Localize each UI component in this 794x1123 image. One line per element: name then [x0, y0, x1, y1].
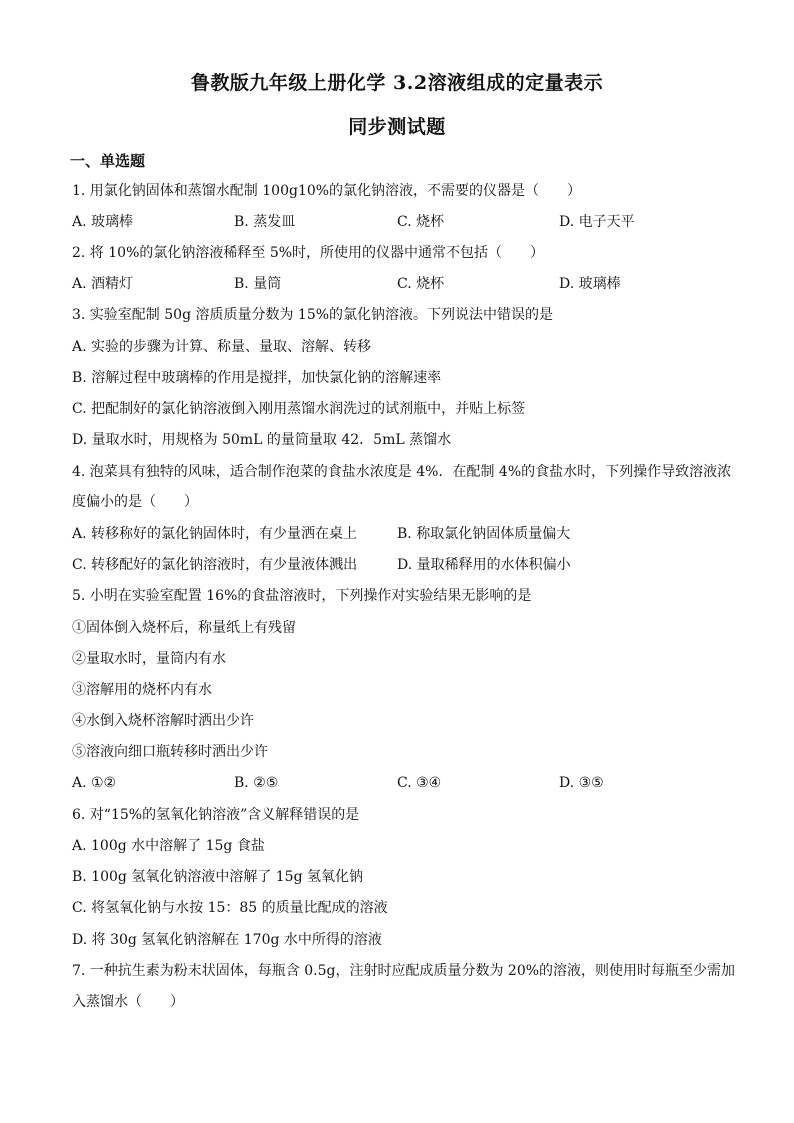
question-5-item-5: ⑤溶液向细口瓶转移时洒出少许 [72, 744, 268, 760]
question-2-option-c: C. 烧杯 [397, 276, 445, 292]
question-5-option-d: D. ③⑤ [559, 775, 604, 791]
question-4-stem-cont: 度偏小的是（ ） [72, 494, 198, 510]
question-6-option-a: A. 100g 水中溶解了 15g 食盐 [72, 838, 265, 854]
question-2-option-b: B. 量筒 [234, 276, 282, 292]
question-5-option-a: A. ①② [72, 775, 117, 791]
question-7-stem-cont: 入蒸馏水（ ） [72, 994, 184, 1010]
question-3-option-b: B. 溶解过程中玻璃棒的作用是搅拌，加快氯化钠的溶解速率 [72, 370, 442, 386]
question-2-stem: 2. 将 10%的氯化钠溶液稀释至 5%时，所使用的仪器中通常不包括（ ） [72, 245, 545, 261]
question-1-option-c: C. 烧杯 [397, 214, 445, 230]
question-5-item-4: ④水倒入烧杯溶解时洒出少许 [72, 713, 254, 729]
question-3-option-a: A. 实验的步骤为计算、称量、量取、溶解、转移 [72, 339, 372, 355]
question-5-option-c: C. ③④ [397, 775, 442, 791]
question-1-option-d: D. 电子天平 [559, 214, 635, 230]
question-5-item-3: ③溶解用的烧杯内有水 [72, 682, 212, 698]
question-4-option-a: A. 转移称好的氯化钠固体时，有少量洒在桌上 [72, 526, 358, 542]
question-2-option-a: A. 酒精灯 [72, 276, 134, 292]
question-3-option-d: D. 量取水时，用规格为 50mL 的量筒量取 42．5mL 蒸馏水 [72, 432, 452, 448]
question-4-stem: 4. 泡菜具有独特的风味，适合制作泡菜的食盐水浓度是 4%．在配制 4%的食盐水时，下列操作导致溶液浓 [72, 464, 732, 480]
question-2-option-d: D. 玻璃棒 [559, 276, 621, 292]
question-6-option-c: C. 将氢氧化钠与水按 15：85 的质量比配成的溶液 [72, 900, 388, 916]
question-5-stem: 5. 小明在实验室配置 16%的食盐溶液时，下列操作对实验结果无影响的是 [72, 588, 532, 604]
question-1-option-a: A. 玻璃棒 [72, 214, 134, 230]
question-4-option-c: C. 转移配好的氯化钠溶液时，有少量液体溅出 [72, 557, 358, 573]
question-5-item-2: ②量取水时，量筒内有水 [72, 651, 226, 667]
section-heading: 一、单选题 [70, 152, 146, 170]
question-1-option-b: B. 蒸发皿 [234, 214, 296, 230]
question-6-option-d: D. 将 30g 氢氧化钠溶解在 170g 水中所得的溶液 [72, 932, 382, 948]
question-7-stem: 7. 一种抗生素为粉末状固体，每瓶含 0.5g，注射时应配成质量分数为 20%的溶液，则使用时每瓶至少需加 [72, 963, 736, 979]
question-4-option-b: B. 称取氯化钠固体质量偏大 [397, 526, 571, 542]
question-6-stem: 6. 对“15%的氢氧化钠溶液”含义解释错误的是 [72, 807, 360, 823]
question-5-option-b: B. ②⑤ [234, 775, 279, 791]
question-4-option-d: D. 量取稀释用的水体积偏小 [397, 557, 571, 573]
question-5-item-1: ①固体倒入烧杯后，称量纸上有残留 [72, 620, 296, 636]
question-1-stem: 1. 用氯化钠固体和蒸馏水配制 100g10%的氯化钠溶液，不需要的仪器是（ ） [72, 183, 582, 199]
question-6-option-b: B. 100g 氢氧化钠溶液中溶解了 15g 氢氧化钠 [72, 869, 363, 885]
document-title: 鲁教版九年级上册化学 3.2溶液组成的定量表示 [190, 72, 604, 94]
document-subtitle: 同步测试题 [348, 116, 446, 138]
question-3-stem: 3. 实验室配制 50g 溶质质量分数为 15%的氯化钠溶液。下列说法中错误的是 [72, 307, 554, 323]
question-3-option-c: C. 把配制好的氯化钠溶液倒入刚用蒸馏水润洗过的试剂瓶中，并贴上标签 [72, 401, 526, 417]
